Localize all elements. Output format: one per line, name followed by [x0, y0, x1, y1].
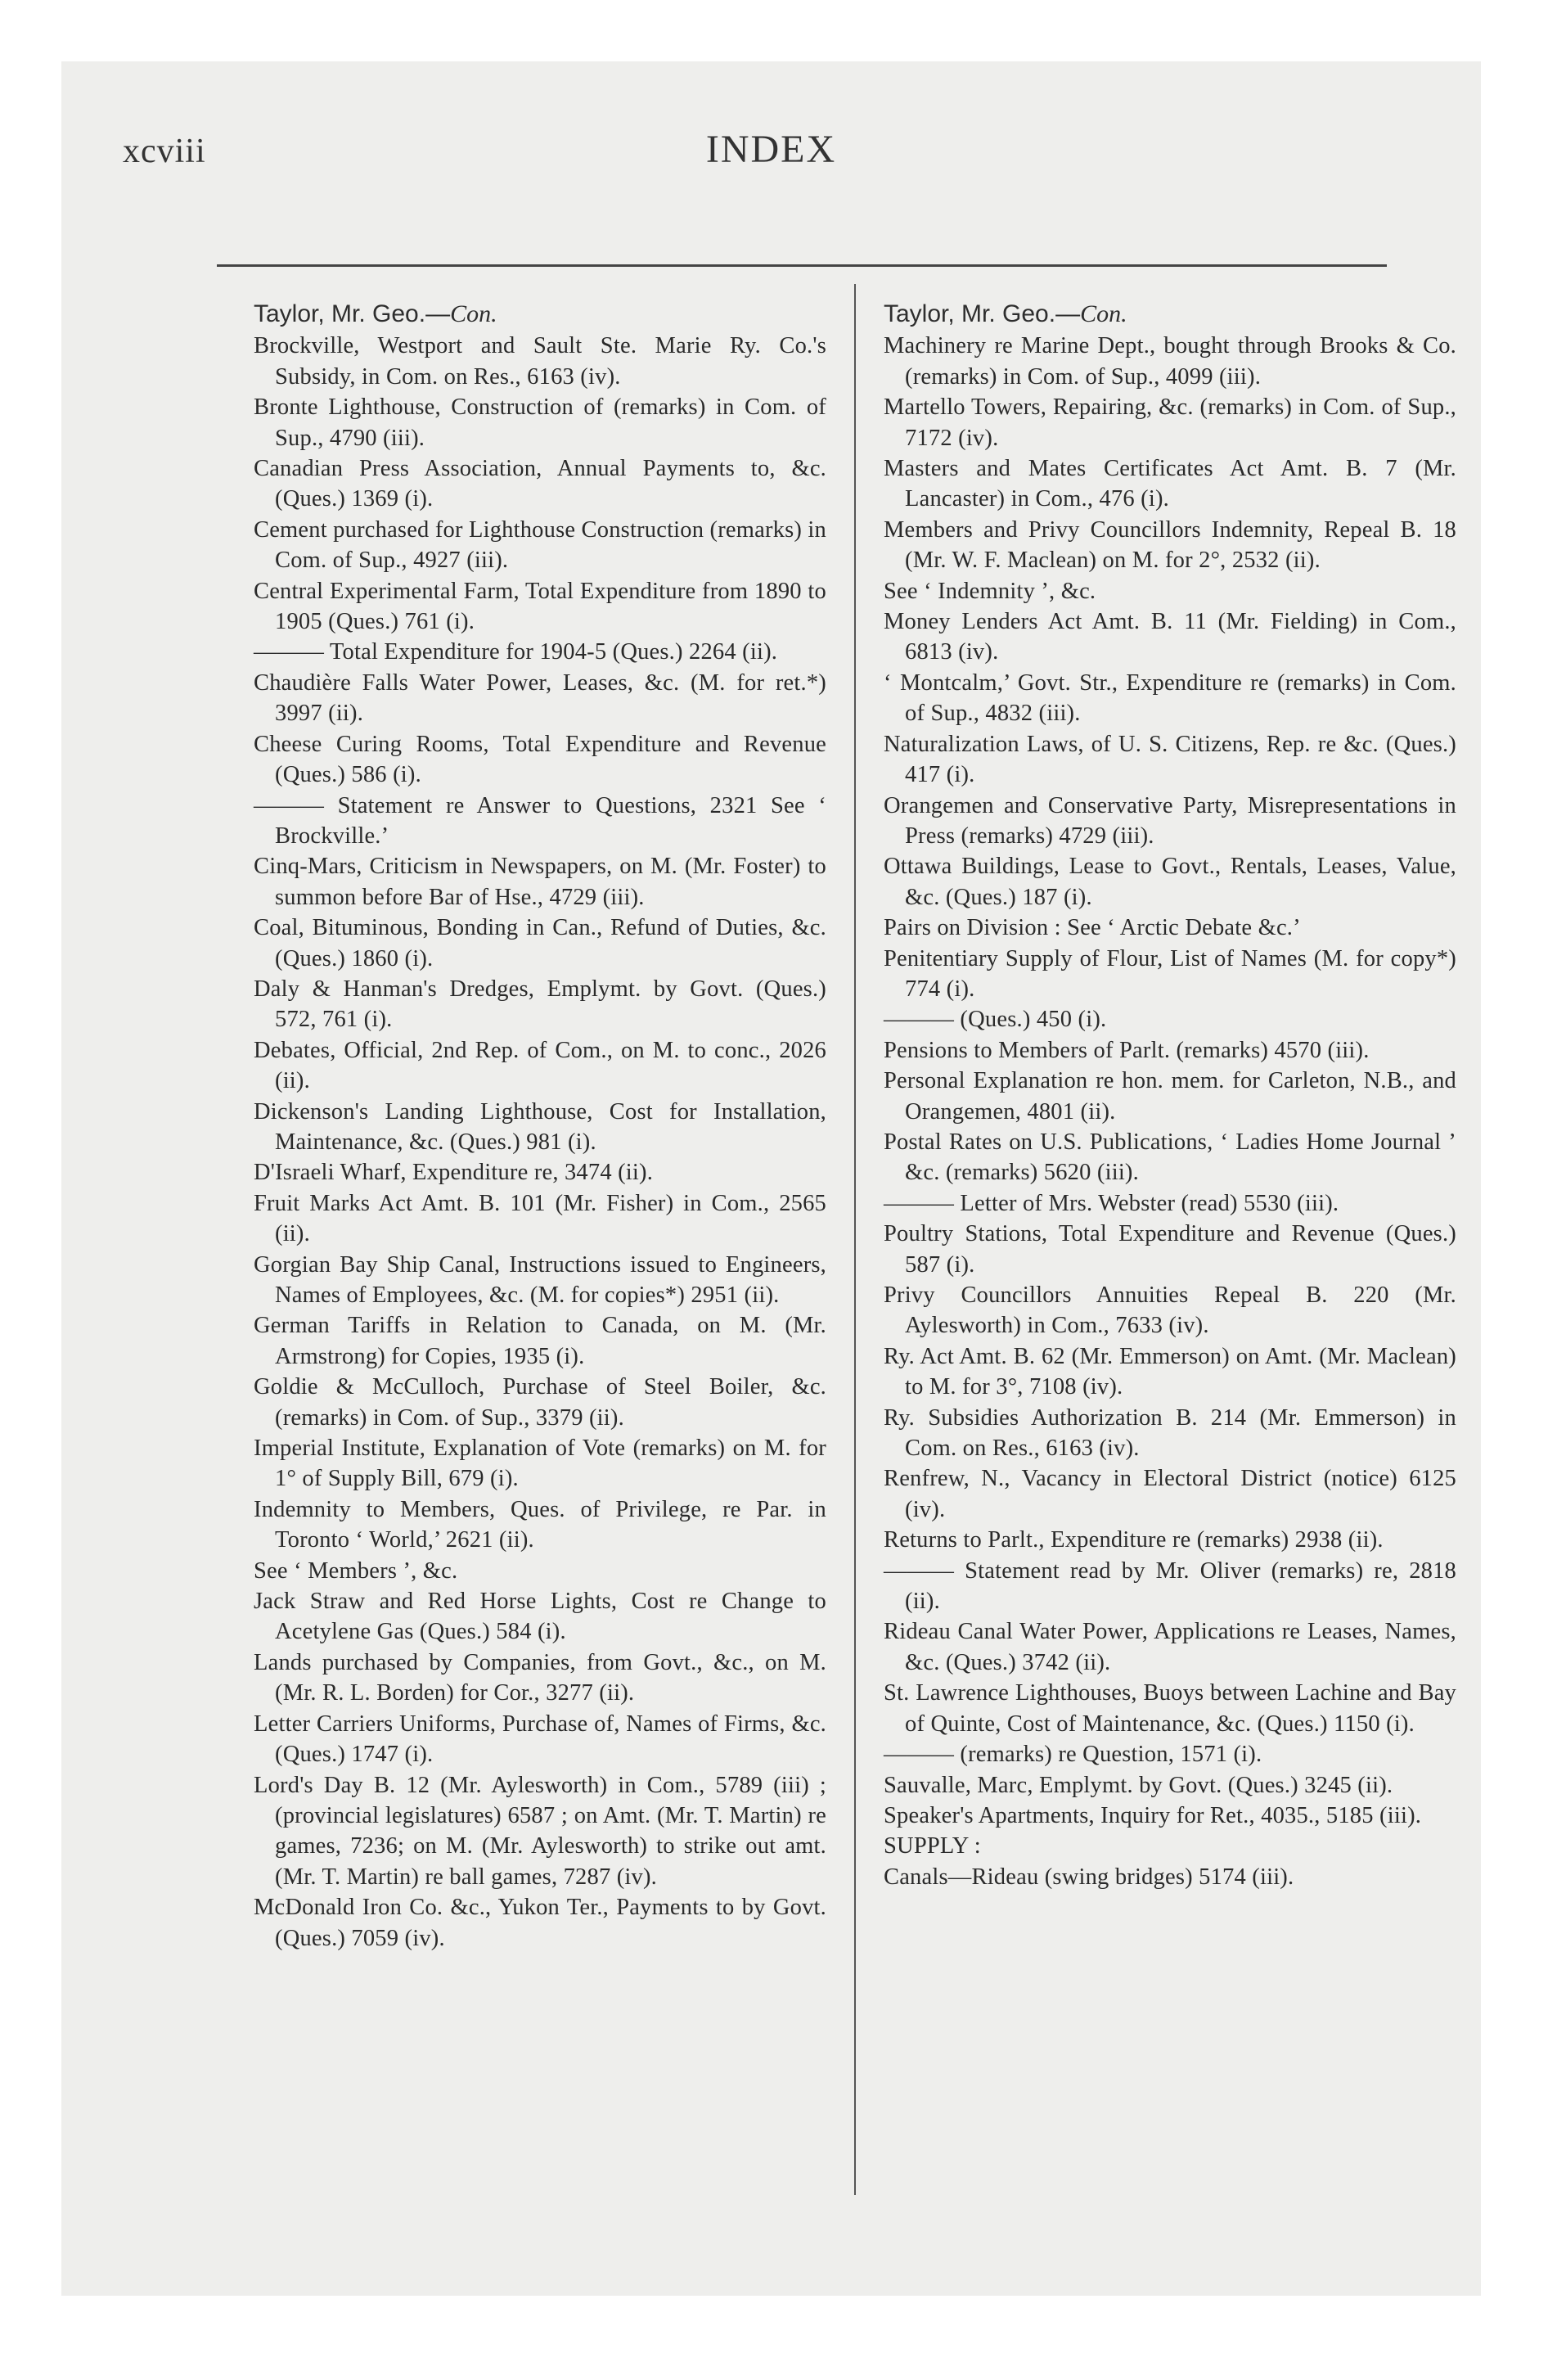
index-entry: Goldie & McCulloch, Purchase of Steel Boiler, &c. (remarks) in Com. of Sup., 3379 (ii).	[254, 1374, 826, 1431]
index-entry: Lands purchased by Companies, from Govt., &c., on M. (Mr. R. L. Borden) for Cor., 3277 (ii).	[254, 1649, 826, 1706]
index-entry: Cinq-Mars, Criticism in Newspapers, on M. (Mr. Foster) to summon before Bar of Hse., 4729 (iii).	[254, 854, 826, 910]
index-entry: Brockville, Westport and Sault Ste. Marie Ry. Co.'s Subsidy, in Com. on Res., 6163 (iv).	[254, 333, 826, 390]
index-entry: Ry. Subsidies Authorization B. 214 (Mr. Emmerson) in Com. on Res., 6163 (iv).	[884, 1404, 1456, 1462]
index-entry: Pairs on Division : See ‘ Arctic Debate &c.’	[884, 915, 1301, 941]
left-entries	[254, 331, 826, 1954]
index-entry: Cheese Curing Rooms, Total Expenditure and Revenue (Ques.) 586 (i).	[254, 731, 826, 788]
header-rule	[217, 264, 1387, 267]
index-entry: McDonald Iron Co. &c., Yukon Ter., Payments to by Govt. (Ques.) 7059 (iv).	[254, 1895, 826, 1951]
index-entry: Bronte Lighthouse, Construction of (remarks) in Com. of Sup., 4790 (iii).	[254, 394, 826, 451]
index-entry: SUPPLY :	[884, 1833, 981, 1859]
index-entry: Canals—Rideau (swing bridges) 5174 (iii).	[884, 1864, 1294, 1890]
index-entry: Ottawa Buildings, Lease to Govt., Rentals, Leases, Value, &c. (Ques.) 187 (i).	[884, 854, 1456, 910]
index-entry: Penitentiary Supply of Flour, List of Names (M. for copy*) 774 (i).	[884, 945, 1456, 1002]
index-entry: See ‘ Members ’, &c.	[254, 1557, 458, 1584]
index-entry: Renfrew, N., Vacancy in Electoral District (notice) 6125 (iv).	[884, 1466, 1456, 1522]
index-entry: Orangemen and Conservative Party, Misrepresentations in Press (remarks) 4729 (iii).	[884, 792, 1456, 849]
column-heading	[884, 299, 1456, 329]
index-entry: Personal Explanation re hon. mem. for Carleton, N.B., and Orangemen, 4801 (ii).	[884, 1068, 1456, 1125]
left-column	[254, 299, 826, 1954]
index-entry: Lord's Day B. 12 (Mr. Aylesworth) in Com., 5789 (iii) ; (provincial legislatures) 6587 ; on Amt. (Mr. T. Martin) re games, 7236; on M. (Mr. Aylesworth) to strike out amt. (Mr. T. Martin) re ball games, 7287 (iv).	[254, 1772, 826, 1890]
index-entry: See ‘ Indemnity ’, &c.	[884, 578, 1096, 604]
index-entry: Returns to Parlt., Expenditure re (remarks) 2938 (ii).	[884, 1527, 1384, 1553]
index-entry: Money Lenders Act Amt. B. 11 (Mr. Fielding) in Com., 6813 (iv).	[884, 609, 1456, 665]
index-entry: Pensions to Members of Parlt. (remarks) 4570 (iii).	[884, 1037, 1370, 1063]
index-entry: St. Lawrence Lighthouses, Buoys between Lachine and Bay of Quinte, Cost of Maintenance, &c. (Ques.) 1150 (i).	[884, 1680, 1456, 1737]
heading-name: Taylor, Mr. Geo.—	[884, 300, 1081, 327]
heading-cont: Con.	[1080, 300, 1127, 327]
index-entry: Machinery re Marine Dept., bought through Brooks & Co. (remarks) in Com. of Sup., 4099 (iii).	[884, 333, 1456, 390]
column-divider	[854, 284, 856, 2195]
index-entry: Fruit Marks Act Amt. B. 101 (Mr. Fisher) in Com., 2565 (ii).	[254, 1190, 826, 1247]
heading-cont: Con.	[450, 300, 497, 327]
page-title: INDEX	[705, 128, 837, 171]
index-entry: Canadian Press Association, Annual Payments to, &c. (Ques.) 1369 (i).	[254, 456, 826, 512]
index-entry: Central Experimental Farm, Total Expenditure from 1890 to 1905 (Ques.) 761 (i).	[254, 578, 826, 635]
index-entry: Daly & Hanman's Dredges, Emplymt. by Govt. (Ques.) 572, 761 (i).	[254, 976, 826, 1033]
index-entry: Cement purchased for Lighthouse Construction (remarks) in Com. of Sup., 4927 (iii).	[254, 516, 826, 574]
index-entry: Sauvalle, Marc, Emplymt. by Govt. (Ques.) 3245 (ii).	[884, 1772, 1393, 1798]
column-heading	[254, 299, 826, 329]
index-entry: Poultry Stations, Total Expenditure and Revenue (Ques.) 587 (i).	[884, 1221, 1456, 1278]
index-entry: Ry. Act Amt. B. 62 (Mr. Emmerson) on Amt. (Mr. Maclean) to M. for 3°, 7108 (iv).	[884, 1343, 1456, 1400]
index-page	[61, 61, 1481, 2296]
index-entry: ——— Letter of Mrs. Webster (read) 5530 (iii).	[884, 1190, 1339, 1216]
index-entry: Rideau Canal Water Power, Applications re Leases, Names, &c. (Ques.) 3742 (ii).	[884, 1619, 1456, 1675]
index-entry: Gorgian Bay Ship Canal, Instructions issued to Engineers, Names of Employees, &c. (M. for copies*) 2951 (ii).	[254, 1251, 826, 1308]
index-entry: Martello Towers, Repairing, &c. (remarks) in Com. of Sup., 7172 (iv).	[884, 394, 1456, 451]
page-number: xcviii	[123, 133, 206, 170]
index-entry: Members and Privy Councillors Indemnity, Repeal B. 18 (Mr. W. F. Maclean) on M. for 2°, 2532 (ii).	[884, 516, 1456, 574]
index-entry: Jack Straw and Red Horse Lights, Cost re Change to Acetylene Gas (Ques.) 584 (i).	[254, 1589, 826, 1645]
index-entry: ——— (remarks) re Question, 1571 (i).	[884, 1742, 1262, 1768]
index-entry: Imperial Institute, Explanation of Vote (remarks) on M. for 1° of Supply Bill, 679 (i).	[254, 1436, 826, 1492]
index-entry: Privy Councillors Annuities Repeal B. 220 (Mr. Aylesworth) in Com., 7633 (iv).	[884, 1282, 1456, 1339]
index-entry: Debates, Official, 2nd Rep. of Com., on M. to conc., 2026 (ii).	[254, 1037, 826, 1094]
index-entry: ——— Total Expenditure for 1904-5 (Ques.) 2264 (ii).	[254, 639, 778, 665]
index-entry: Speaker's Apartments, Inquiry for Ret., 4035., 5185 (iii).	[884, 1802, 1422, 1828]
index-entry: ——— Statement re Answer to Questions, 2321 See ‘ Brockville.’	[254, 792, 826, 849]
index-entry: D'Israeli Wharf, Expenditure re, 3474 (ii).	[254, 1160, 654, 1186]
index-entry: Masters and Mates Certificates Act Amt. B. 7 (Mr. Lancaster) in Com., 476 (i).	[884, 456, 1456, 512]
index-entry: Naturalization Laws, of U. S. Citizens, Rep. re &c. (Ques.) 417 (i).	[884, 731, 1456, 788]
index-entry: Letter Carriers Uniforms, Purchase of, Names of Firms, &c. (Ques.) 1747 (i).	[254, 1711, 826, 1768]
index-entry: Dickenson's Landing Lighthouse, Cost for Installation, Maintenance, &c. (Ques.) 981 (i).	[254, 1098, 826, 1155]
index-entry: Coal, Bituminous, Bonding in Can., Refund of Duties, &c. (Ques.) 1860 (i).	[254, 915, 826, 971]
index-entry: German Tariffs in Relation to Canada, on M. (Mr. Armstrong) for Copies, 1935 (i).	[254, 1313, 826, 1369]
index-entry: Indemnity to Members, Ques. of Privilege, re Par. in Toronto ‘ World,’ 2621 (ii).	[254, 1496, 826, 1553]
heading-name: Taylor, Mr. Geo.—	[254, 300, 451, 327]
index-entry: Chaudière Falls Water Power, Leases, &c. (M. for ret.*) 3997 (ii).	[254, 669, 826, 727]
right-entries	[884, 331, 1456, 1892]
index-entry: ——— Statement read by Mr. Oliver (remarks) re, 2818 (ii).	[884, 1557, 1456, 1615]
index-entry: ——— (Ques.) 450 (i).	[884, 1007, 1107, 1033]
index-entry: Postal Rates on U.S. Publications, ‘ Ladies Home Journal ’ &c. (remarks) 5620 (iii).	[884, 1129, 1456, 1186]
index-entry: ‘ Montcalm,’ Govt. Str., Expenditure re (remarks) in Com. of Sup., 4832 (iii).	[884, 669, 1456, 727]
right-column	[884, 299, 1456, 1892]
